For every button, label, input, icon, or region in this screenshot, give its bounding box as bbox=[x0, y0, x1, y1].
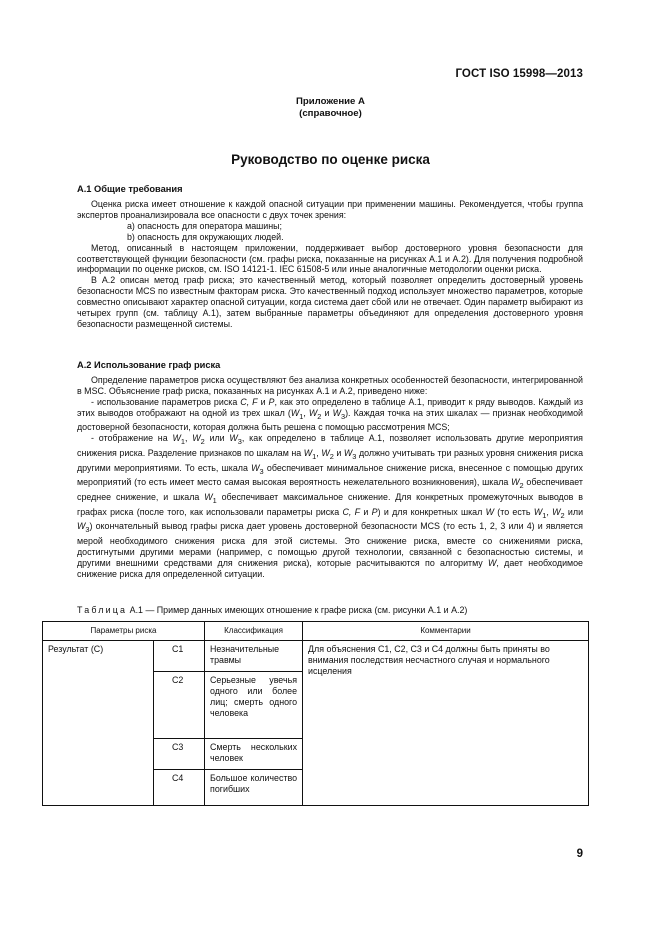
paragraph: Определение параметров риска осуществляют без анализа конкретных особенностей безопасности, интегрированной в MSC. Объяснение граф риска, показанных на рисунках А.1 и А.2, приведено ниже: bbox=[77, 375, 583, 396]
column-header: Параметры риска bbox=[43, 622, 205, 641]
code-cell: C1 bbox=[154, 641, 205, 672]
code-cell: C2 bbox=[154, 672, 205, 739]
class-cell: Незначительные травмы bbox=[205, 641, 303, 672]
page-number: 9 bbox=[576, 848, 583, 860]
column-header: Классификация bbox=[205, 622, 303, 641]
paragraph: В А.2 описан метод граф риска; это качественный метод, который позволяет определить достоверный уровень безопасности MCS по известным факторам риска. Это качественный подход использует множество параметров, которые совместно описывают характер опасной ситуации, когда система дает сбой или не отвечает. Один параметр выбирают из четырех групп (см. таблицу А.1), затем выбранные параметры объединяют для определения достоверного уровня безопасности размещенной системы. bbox=[77, 275, 583, 329]
list-item: a) опасность для оператора машины; bbox=[127, 220, 282, 231]
comment-cell: Для объяснения C1, C2, C3 и C4 должны быть приняты во внимания последствия несчастного случая и нормального исцеления bbox=[303, 641, 589, 806]
param-cell: Результат (С) bbox=[43, 641, 154, 806]
table-header-row bbox=[43, 622, 589, 641]
table-caption: Таблица А.1 — Пример данных имеющих отношение к графе риска (см. рисунки А.1 и А.2) bbox=[77, 605, 468, 615]
column-header: Комментарии bbox=[303, 622, 589, 641]
section-a2-heading: А.2 Использование граф риска bbox=[77, 360, 221, 370]
paragraph: Оценка риска имеет отношение к каждой опасной ситуации при применении машины. Рекомендуется, чтобы группа экспертов проанализировала все опасности с двух точек зрения: bbox=[77, 199, 583, 220]
code-cell: C4 bbox=[154, 770, 205, 806]
section-a2-body bbox=[77, 375, 583, 580]
list-item: b) опасность для окружающих людей. bbox=[127, 231, 284, 242]
code-cell: C3 bbox=[154, 739, 205, 770]
class-cell: Большое количество погибших bbox=[205, 770, 303, 806]
bullet-paragraph: - использование параметров риска C, F и P, как это определено в таблице А.1, приводит к ряду выводов. Каждый из этих выводов отображают на одной из трех шкал ($W_1$, $W_2$ и $W_3$). Каждая точка на этих шкалах — признак необходимой достоверной безопасности, которая должна быть решена с помощью рассмотрения MCS; bbox=[77, 396, 584, 433]
section-a1-heading: А.1 Общие требования bbox=[77, 184, 183, 194]
section-a1-body bbox=[77, 199, 583, 330]
table-row bbox=[43, 641, 589, 672]
annex-title: Приложение А bbox=[296, 96, 365, 107]
document-title: Руководство по оценке риска bbox=[231, 152, 430, 167]
paragraph: Метод, описанный в настоящем приложении, поддерживает выбор достоверного уровня безопасности для соответствующей функции безопасности (см. графы риска, показанные на рисунках А.1 и А.2). Для получения подробной информации по оценке рисков, см. ISO 14121-1. IEC 61508-5 или иные аналогичные методологии оценки риска. bbox=[77, 242, 583, 275]
risk-data-table bbox=[42, 621, 589, 806]
standard-header: ГОСТ ISO 15998—2013 bbox=[455, 68, 583, 80]
bullet-paragraph: - отображение на $W_1$, $W_2$ или $W_3$, как определено в таблице А.1, позволяет использовать другие мероприятия снижения риска. Разделение признаков по шкалам на $W_1$, $W_2$ и $W_3$ должно учитывать три разных уровня снижения риска другими мероприятиями. То есть, шкала $W_3$ обеспечивает минимальное снижение риска, внесенное с помощью других мероприятий (то есть имеет место самая высокая вероятность нежелательного возникновения), шкала $W_2$ обеспечивает среднее снижение, и шкала $W_1$ обеспечивает максимальное снижение. Для конкретных промежуточных выводов в графах риска (после того, как использовали параметры риска C, F и P) и для конкретных шкал W (то есть $W_1$, $W_2$ или $W_3$) окончательный вывод графы риска дает уровень достоверной безопасности MCS (то есть 1, 2, 3 или 4) и является мерой необходимого снижения риска для этой системы. Это снижение риска, вместе со снижениями риска, достигнутыми другими мерами (например, с помощью другой технологии, связанной с безопасностью системы, и другими внешними средствами для снижения риска), которые расчитываются по алгоритму W, дает необходимое снижение риска для определенной ситуации. bbox=[77, 433, 584, 579]
annex-note: (справочное) bbox=[299, 108, 362, 119]
class-cell: Серьезные увечья одного или более лиц; смерть одного человека bbox=[205, 672, 303, 739]
class-cell: Смерть нескольких человек bbox=[205, 739, 303, 770]
